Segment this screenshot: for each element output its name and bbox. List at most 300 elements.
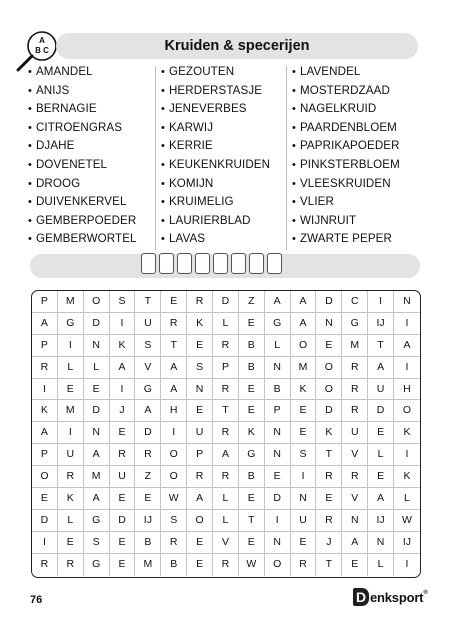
bullet-icon: • bbox=[292, 66, 296, 78]
grid-cell[interactable]: E bbox=[58, 379, 84, 401]
grid-cell[interactable]: I bbox=[161, 422, 187, 444]
word-list-item[interactable] bbox=[161, 63, 270, 82]
bullet-icon: • bbox=[292, 121, 296, 134]
logo-registered-mark: ® bbox=[423, 589, 428, 596]
grid-cell[interactable]: H bbox=[161, 400, 187, 422]
bullet-icon: • bbox=[28, 177, 32, 190]
grid-cell[interactable]: A bbox=[394, 335, 420, 357]
grid-cell[interactable]: R bbox=[316, 466, 342, 488]
grid-cell[interactable]: I bbox=[58, 422, 84, 444]
grid-cell[interactable]: E bbox=[84, 379, 110, 401]
grid-cell[interactable]: E bbox=[239, 379, 265, 401]
grid-row bbox=[32, 291, 420, 313]
abc-letters-bc: B C bbox=[35, 46, 49, 55]
grid-cell[interactable]: E bbox=[316, 335, 342, 357]
bullet-icon: • bbox=[28, 103, 32, 116]
grid-row bbox=[32, 400, 420, 422]
bullet-icon: • bbox=[28, 84, 32, 97]
grid-cell[interactable]: R bbox=[342, 466, 368, 488]
word-list-item[interactable] bbox=[28, 63, 137, 82]
grid-cell[interactable]: A bbox=[110, 357, 136, 379]
grid-cell[interactable]: K bbox=[58, 488, 84, 510]
grid-cell[interactable]: O bbox=[291, 335, 317, 357]
grid-cell[interactable]: U bbox=[110, 466, 136, 488]
grid-cell[interactable]: A bbox=[32, 313, 58, 335]
grid-cell[interactable]: R bbox=[110, 444, 136, 466]
word-list-item[interactable] bbox=[28, 119, 137, 138]
grid-cell[interactable]: V bbox=[213, 532, 239, 554]
grid-cell[interactable]: D bbox=[110, 510, 136, 532]
word-label: PINKSTERBLOEM bbox=[299, 157, 400, 171]
bullet-icon: • bbox=[292, 233, 296, 246]
bullet-icon: • bbox=[161, 103, 165, 116]
bullet-icon: • bbox=[292, 158, 296, 171]
word-label: DROOG bbox=[35, 176, 81, 190]
grid-cell[interactable]: R bbox=[32, 357, 58, 379]
grid-cell[interactable]: D bbox=[316, 400, 342, 422]
grid-cell[interactable]: R bbox=[135, 444, 161, 466]
word-list-column-2 bbox=[161, 63, 270, 249]
grid-cell[interactable]: V bbox=[135, 357, 161, 379]
grid-cell[interactable]: S bbox=[135, 335, 161, 357]
grid-cell[interactable]: N bbox=[265, 357, 291, 379]
word-list-item[interactable] bbox=[292, 230, 400, 249]
bullet-icon: • bbox=[161, 121, 165, 134]
grid-cell[interactable]: R bbox=[213, 554, 239, 576]
denksport-logo bbox=[353, 588, 428, 606]
grid-cell[interactable]: B bbox=[239, 335, 265, 357]
grid-cell[interactable]: J bbox=[110, 400, 136, 422]
grid-cell[interactable]: IJ bbox=[368, 510, 394, 532]
grid-cell[interactable]: R bbox=[342, 379, 368, 401]
grid-cell[interactable]: G bbox=[265, 313, 291, 335]
grid-cell[interactable]: R bbox=[187, 466, 213, 488]
grid-cell[interactable]: U bbox=[368, 379, 394, 401]
grid-cell[interactable]: K bbox=[394, 466, 420, 488]
grid-cell[interactable]: D bbox=[265, 488, 291, 510]
word-list-item[interactable] bbox=[292, 100, 400, 119]
answer-box[interactable] bbox=[177, 253, 192, 274]
grid-cell[interactable]: D bbox=[84, 313, 110, 335]
grid-cell[interactable]: P bbox=[265, 400, 291, 422]
grid-cell[interactable]: IJ bbox=[394, 532, 420, 554]
answer-box[interactable] bbox=[195, 253, 210, 274]
grid-cell[interactable]: E bbox=[110, 554, 136, 576]
grid-cell[interactable]: E bbox=[110, 488, 136, 510]
grid-cell[interactable]: L bbox=[58, 357, 84, 379]
bullet-icon: • bbox=[292, 140, 296, 153]
grid-cell[interactable]: I bbox=[291, 466, 317, 488]
grid-cell[interactable]: A bbox=[368, 488, 394, 510]
grid-cell[interactable]: O bbox=[316, 357, 342, 379]
bullet-icon: • bbox=[161, 214, 165, 227]
word-label: JENEVERBES bbox=[168, 102, 247, 116]
answer-box[interactable] bbox=[267, 253, 282, 274]
answer-box[interactable] bbox=[213, 253, 228, 274]
page-title: Kruiden & specerijen bbox=[164, 38, 310, 54]
grid-cell[interactable]: I bbox=[110, 313, 136, 335]
grid-cell[interactable]: E bbox=[316, 488, 342, 510]
grid-cell[interactable]: K bbox=[239, 422, 265, 444]
grid-cell[interactable]: O bbox=[265, 554, 291, 576]
grid-cell[interactable]: T bbox=[213, 400, 239, 422]
grid-cell[interactable]: N bbox=[291, 488, 317, 510]
column-divider bbox=[286, 66, 287, 250]
grid-cell[interactable]: E bbox=[291, 532, 317, 554]
grid-row bbox=[32, 554, 420, 576]
grid-cell[interactable]: L bbox=[213, 488, 239, 510]
grid-cell[interactable]: N bbox=[265, 444, 291, 466]
bullet-icon: • bbox=[292, 196, 296, 209]
abc-letter-a: A bbox=[39, 36, 45, 45]
grid-row bbox=[32, 357, 420, 379]
grid-cell[interactable]: O bbox=[32, 466, 58, 488]
column-divider bbox=[155, 66, 156, 250]
word-list-item[interactable] bbox=[161, 212, 270, 231]
word-list-item[interactable] bbox=[28, 175, 137, 194]
grid-cell[interactable]: E bbox=[187, 554, 213, 576]
title-bar bbox=[56, 33, 418, 59]
word-list-item[interactable] bbox=[28, 193, 137, 212]
grid-cell[interactable]: W bbox=[161, 488, 187, 510]
grid-cell[interactable]: A bbox=[135, 400, 161, 422]
word-list-item[interactable] bbox=[292, 212, 400, 231]
grid-cell[interactable]: E bbox=[239, 400, 265, 422]
grid-cell[interactable]: M bbox=[291, 357, 317, 379]
grid-cell[interactable]: U bbox=[291, 510, 317, 532]
grid-cell[interactable]: I bbox=[394, 444, 420, 466]
grid-cell[interactable]: T bbox=[135, 291, 161, 313]
grid-cell[interactable]: E bbox=[110, 422, 136, 444]
grid-cell[interactable]: R bbox=[213, 422, 239, 444]
word-list-item[interactable] bbox=[28, 137, 137, 156]
grid-cell[interactable]: I bbox=[405, 557, 409, 570]
grid-cell[interactable]: E bbox=[110, 532, 136, 554]
grid-cell[interactable]: K bbox=[187, 313, 213, 335]
grid-cell[interactable]: R bbox=[58, 466, 84, 488]
grid-cell[interactable]: A bbox=[84, 444, 110, 466]
grid-cell[interactable]: D bbox=[316, 291, 342, 313]
grid-cell[interactable]: S bbox=[110, 291, 136, 313]
grid-cell[interactable]: I bbox=[368, 291, 394, 313]
grid-cell[interactable]: K bbox=[291, 379, 317, 401]
grid-cell[interactable]: I bbox=[32, 532, 58, 554]
grid-cell[interactable]: L bbox=[213, 510, 239, 532]
grid-cell[interactable]: A bbox=[187, 488, 213, 510]
grid-cell[interactable]: W bbox=[239, 554, 265, 576]
grid-cell[interactable]: B bbox=[135, 532, 161, 554]
grid-cell[interactable]: A bbox=[32, 422, 58, 444]
grid-cell[interactable]: P bbox=[187, 444, 213, 466]
grid-cell[interactable]: K bbox=[316, 422, 342, 444]
grid-cell[interactable]: U bbox=[187, 422, 213, 444]
grid-cell[interactable]: E bbox=[161, 291, 187, 313]
grid-cell[interactable]: E bbox=[58, 532, 84, 554]
grid-cell[interactable]: H bbox=[394, 379, 420, 401]
grid-cell[interactable]: R bbox=[342, 400, 368, 422]
word-label: WIJNRUIT bbox=[299, 213, 357, 227]
grid-cell[interactable]: I bbox=[394, 357, 420, 379]
grid-cell[interactable]: A bbox=[265, 291, 291, 313]
grid-cell[interactable]: D bbox=[368, 400, 394, 422]
word-list-item[interactable] bbox=[292, 137, 400, 156]
word-list-item[interactable] bbox=[161, 82, 270, 101]
grid-cell[interactable]: I bbox=[265, 510, 291, 532]
grid-cell[interactable]: P bbox=[213, 357, 239, 379]
grid-cell[interactable]: O bbox=[84, 291, 110, 313]
word-list-item[interactable] bbox=[161, 137, 270, 156]
grid-cell[interactable]: E bbox=[368, 422, 394, 444]
grid-cell[interactable]: E bbox=[265, 466, 291, 488]
word-label: GEMBERWORTEL bbox=[35, 232, 137, 246]
word-list-item[interactable] bbox=[161, 175, 270, 194]
grid-cell[interactable]: E bbox=[135, 488, 161, 510]
word-list-item[interactable] bbox=[28, 230, 137, 249]
grid-cell[interactable]: E bbox=[239, 488, 265, 510]
grid-cell[interactable]: O bbox=[316, 379, 342, 401]
bullet-icon: • bbox=[161, 233, 165, 246]
grid-cell[interactable]: L bbox=[265, 335, 291, 357]
word-label: ANIJS bbox=[35, 83, 70, 97]
grid-cell[interactable]: M bbox=[342, 335, 368, 357]
word-list-item[interactable] bbox=[28, 100, 137, 119]
page-number: 76 bbox=[30, 594, 43, 606]
grid-cell[interactable]: E bbox=[291, 422, 317, 444]
word-label: KEUKENKRUIDEN bbox=[168, 157, 271, 171]
grid-cell[interactable]: IJ bbox=[368, 313, 394, 335]
grid-cell[interactable]: N bbox=[84, 422, 110, 444]
word-list-item[interactable] bbox=[292, 82, 400, 101]
grid-cell[interactable]: T bbox=[316, 554, 342, 576]
word-list-item[interactable] bbox=[292, 156, 400, 175]
grid-cell[interactable]: N bbox=[84, 335, 110, 357]
grid-cell[interactable]: O bbox=[161, 466, 187, 488]
bullet-icon: • bbox=[28, 121, 32, 134]
grid-cell[interactable]: J bbox=[316, 532, 342, 554]
grid-row bbox=[32, 313, 420, 335]
grid-cell[interactable]: E bbox=[32, 488, 58, 510]
word-label: KOMIJN bbox=[168, 176, 214, 190]
grid-cell[interactable]: N bbox=[368, 532, 394, 554]
bullet-icon: • bbox=[161, 177, 165, 190]
grid-cell[interactable]: G bbox=[239, 444, 265, 466]
bullet-icon: • bbox=[161, 158, 165, 171]
answer-box[interactable] bbox=[231, 253, 246, 274]
grid-cell[interactable]: D bbox=[84, 400, 110, 422]
grid-cell[interactable]: S bbox=[161, 510, 187, 532]
grid-cell[interactable]: R bbox=[213, 335, 239, 357]
grid-cell[interactable]: G bbox=[84, 510, 110, 532]
grid-cell[interactable]: R bbox=[32, 554, 58, 576]
word-list-item[interactable] bbox=[28, 212, 137, 231]
grid-cell[interactable]: N bbox=[265, 532, 291, 554]
word-label: DUIVENKERVEL bbox=[35, 195, 127, 209]
grid-cell[interactable]: A bbox=[161, 357, 187, 379]
grid-cell[interactable]: K bbox=[394, 422, 420, 444]
grid-cell[interactable]: G bbox=[342, 313, 368, 335]
bullet-icon: • bbox=[28, 214, 32, 227]
grid-cell[interactable]: R bbox=[213, 379, 239, 401]
grid-cell[interactable]: E bbox=[291, 400, 317, 422]
grid-cell[interactable]: A bbox=[291, 291, 317, 313]
grid-cell[interactable]: S bbox=[187, 357, 213, 379]
grid-cell[interactable]: G bbox=[84, 554, 110, 576]
grid-cell[interactable]: A bbox=[213, 444, 239, 466]
grid-cell[interactable]: R bbox=[213, 466, 239, 488]
grid-cell[interactable]: O bbox=[187, 510, 213, 532]
grid-cell[interactable]: A bbox=[368, 357, 394, 379]
word-list-item[interactable] bbox=[292, 193, 400, 212]
grid-cell[interactable]: E bbox=[187, 400, 213, 422]
word-label: LAVENDEL bbox=[299, 65, 361, 78]
bullet-icon: • bbox=[292, 214, 296, 227]
grid-cell[interactable]: I bbox=[394, 313, 420, 335]
grid-cell[interactable]: R bbox=[316, 510, 342, 532]
grid-cell[interactable]: G bbox=[135, 379, 161, 401]
grid-cell[interactable]: D bbox=[135, 422, 161, 444]
word-label: LAVAS bbox=[168, 232, 206, 246]
word-label: AMANDEL bbox=[35, 65, 93, 78]
grid-cell[interactable]: U bbox=[135, 313, 161, 335]
bullet-icon: • bbox=[28, 196, 32, 209]
grid-cell[interactable]: R bbox=[291, 554, 317, 576]
grid-cell[interactable]: I bbox=[32, 379, 58, 401]
word-label: CITROENGRAS bbox=[35, 120, 123, 134]
grid-cell[interactable]: A bbox=[342, 532, 368, 554]
grid-cell[interactable]: L bbox=[58, 510, 84, 532]
grid-cell[interactable]: I bbox=[58, 335, 84, 357]
word-list-column-1 bbox=[28, 63, 137, 249]
grid-cell[interactable]: G bbox=[58, 313, 84, 335]
word-list-item[interactable] bbox=[161, 230, 270, 249]
grid-cell[interactable]: N bbox=[394, 291, 420, 313]
grid-cell[interactable]: K bbox=[110, 335, 136, 357]
grid-cell[interactable]: E bbox=[187, 335, 213, 357]
grid-cell[interactable]: I bbox=[110, 379, 136, 401]
grid-cell[interactable]: R bbox=[187, 291, 213, 313]
grid-cell[interactable]: S bbox=[291, 444, 317, 466]
answer-box[interactable] bbox=[141, 253, 156, 274]
grid-cell[interactable]: A bbox=[84, 488, 110, 510]
grid-row bbox=[32, 488, 420, 510]
grid-cell[interactable]: N bbox=[187, 379, 213, 401]
grid-cell[interactable]: U bbox=[342, 422, 368, 444]
grid-cell[interactable]: B bbox=[265, 379, 291, 401]
bullet-icon: • bbox=[161, 66, 165, 78]
grid-cell[interactable]: N bbox=[265, 422, 291, 444]
grid-cell[interactable]: M bbox=[58, 291, 84, 313]
word-label: NAGELKRUID bbox=[299, 102, 377, 116]
word-list-item[interactable] bbox=[161, 193, 270, 212]
grid-cell[interactable]: O bbox=[394, 400, 420, 422]
grid-cell[interactable]: L bbox=[368, 554, 394, 576]
word-label: DOVENETEL bbox=[35, 157, 108, 171]
grid-cell[interactable]: E bbox=[368, 466, 394, 488]
bullet-icon: • bbox=[292, 84, 296, 97]
word-label: KARWIJ bbox=[168, 120, 214, 134]
letter-grid bbox=[31, 290, 421, 578]
bullet-icon: • bbox=[28, 66, 32, 78]
grid-cell[interactable]: T bbox=[161, 335, 187, 357]
grid-cell[interactable]: T bbox=[239, 510, 265, 532]
grid-cell[interactable]: E bbox=[239, 532, 265, 554]
grid-cell[interactable]: E bbox=[239, 313, 265, 335]
grid-row bbox=[32, 335, 420, 357]
grid-cell[interactable]: V bbox=[342, 488, 368, 510]
grid-cell[interactable]: L bbox=[394, 488, 420, 510]
grid-cell[interactable]: L bbox=[84, 357, 110, 379]
grid-cell[interactable]: V bbox=[342, 444, 368, 466]
grid-cell[interactable]: T bbox=[368, 335, 394, 357]
word-list-item[interactable] bbox=[161, 156, 270, 175]
word-list-item[interactable] bbox=[28, 156, 137, 175]
grid-cell[interactable]: S bbox=[84, 532, 110, 554]
grid-cell[interactable]: P bbox=[32, 335, 58, 357]
grid-cell[interactable]: IJ bbox=[135, 510, 161, 532]
logo-text bbox=[370, 590, 428, 605]
grid-cell[interactable]: E bbox=[342, 554, 368, 576]
grid-cell[interactable]: K bbox=[32, 400, 58, 422]
grid-cell[interactable]: L bbox=[368, 444, 394, 466]
answer-box[interactable] bbox=[159, 253, 174, 274]
grid-cell[interactable]: M bbox=[58, 400, 84, 422]
word-label: GEMBERPOEDER bbox=[35, 213, 137, 227]
grid-cell[interactable]: Z bbox=[239, 291, 265, 313]
word-list-item[interactable] bbox=[161, 100, 270, 119]
grid-cell[interactable]: P bbox=[32, 444, 58, 466]
grid-cell[interactable]: R bbox=[161, 313, 187, 335]
grid-cell[interactable]: E bbox=[187, 532, 213, 554]
word-list-item[interactable] bbox=[161, 119, 270, 138]
grid-cell[interactable]: Z bbox=[135, 466, 161, 488]
word-label: PAPRIKAPOEDER bbox=[299, 139, 400, 153]
grid-cell[interactable]: R bbox=[161, 532, 187, 554]
grid-cell[interactable]: M bbox=[84, 466, 110, 488]
grid-cell[interactable]: B bbox=[239, 357, 265, 379]
grid-cell[interactable]: M bbox=[135, 554, 161, 576]
grid-cell[interactable]: A bbox=[161, 379, 187, 401]
grid-cell[interactable]: D bbox=[32, 510, 58, 532]
grid-cell[interactable]: A bbox=[291, 313, 317, 335]
grid-cell[interactable]: L bbox=[213, 313, 239, 335]
word-label: ZWARTE PEPER bbox=[299, 232, 392, 246]
grid-cell[interactable]: W bbox=[394, 510, 420, 532]
grid-cell[interactable]: B bbox=[161, 554, 187, 576]
grid-cell[interactable]: P bbox=[32, 291, 58, 313]
grid-cell[interactable]: D bbox=[213, 291, 239, 313]
answer-box[interactable] bbox=[249, 253, 264, 274]
grid-cell[interactable]: C bbox=[342, 291, 368, 313]
grid-cell[interactable]: N bbox=[316, 313, 342, 335]
word-list-item[interactable] bbox=[28, 82, 137, 101]
word-label: HERDERSTASJE bbox=[168, 83, 263, 97]
word-label: GEZOUTEN bbox=[168, 65, 235, 78]
grid-cell[interactable]: R bbox=[58, 554, 84, 576]
grid-cell[interactable]: B bbox=[239, 466, 265, 488]
word-list-item[interactable] bbox=[292, 119, 400, 138]
word-list-item[interactable] bbox=[292, 63, 400, 82]
grid-cell[interactable]: O bbox=[161, 444, 187, 466]
grid-cell[interactable]: R bbox=[342, 357, 368, 379]
grid-cell[interactable]: U bbox=[58, 444, 84, 466]
answer-boxes bbox=[141, 253, 285, 274]
grid-row bbox=[32, 532, 420, 554]
word-label: VLIER bbox=[299, 195, 334, 209]
grid-cell[interactable]: T bbox=[316, 444, 342, 466]
word-list-item[interactable] bbox=[292, 175, 400, 194]
bullet-icon: • bbox=[161, 140, 165, 153]
grid-cell[interactable]: N bbox=[342, 510, 368, 532]
